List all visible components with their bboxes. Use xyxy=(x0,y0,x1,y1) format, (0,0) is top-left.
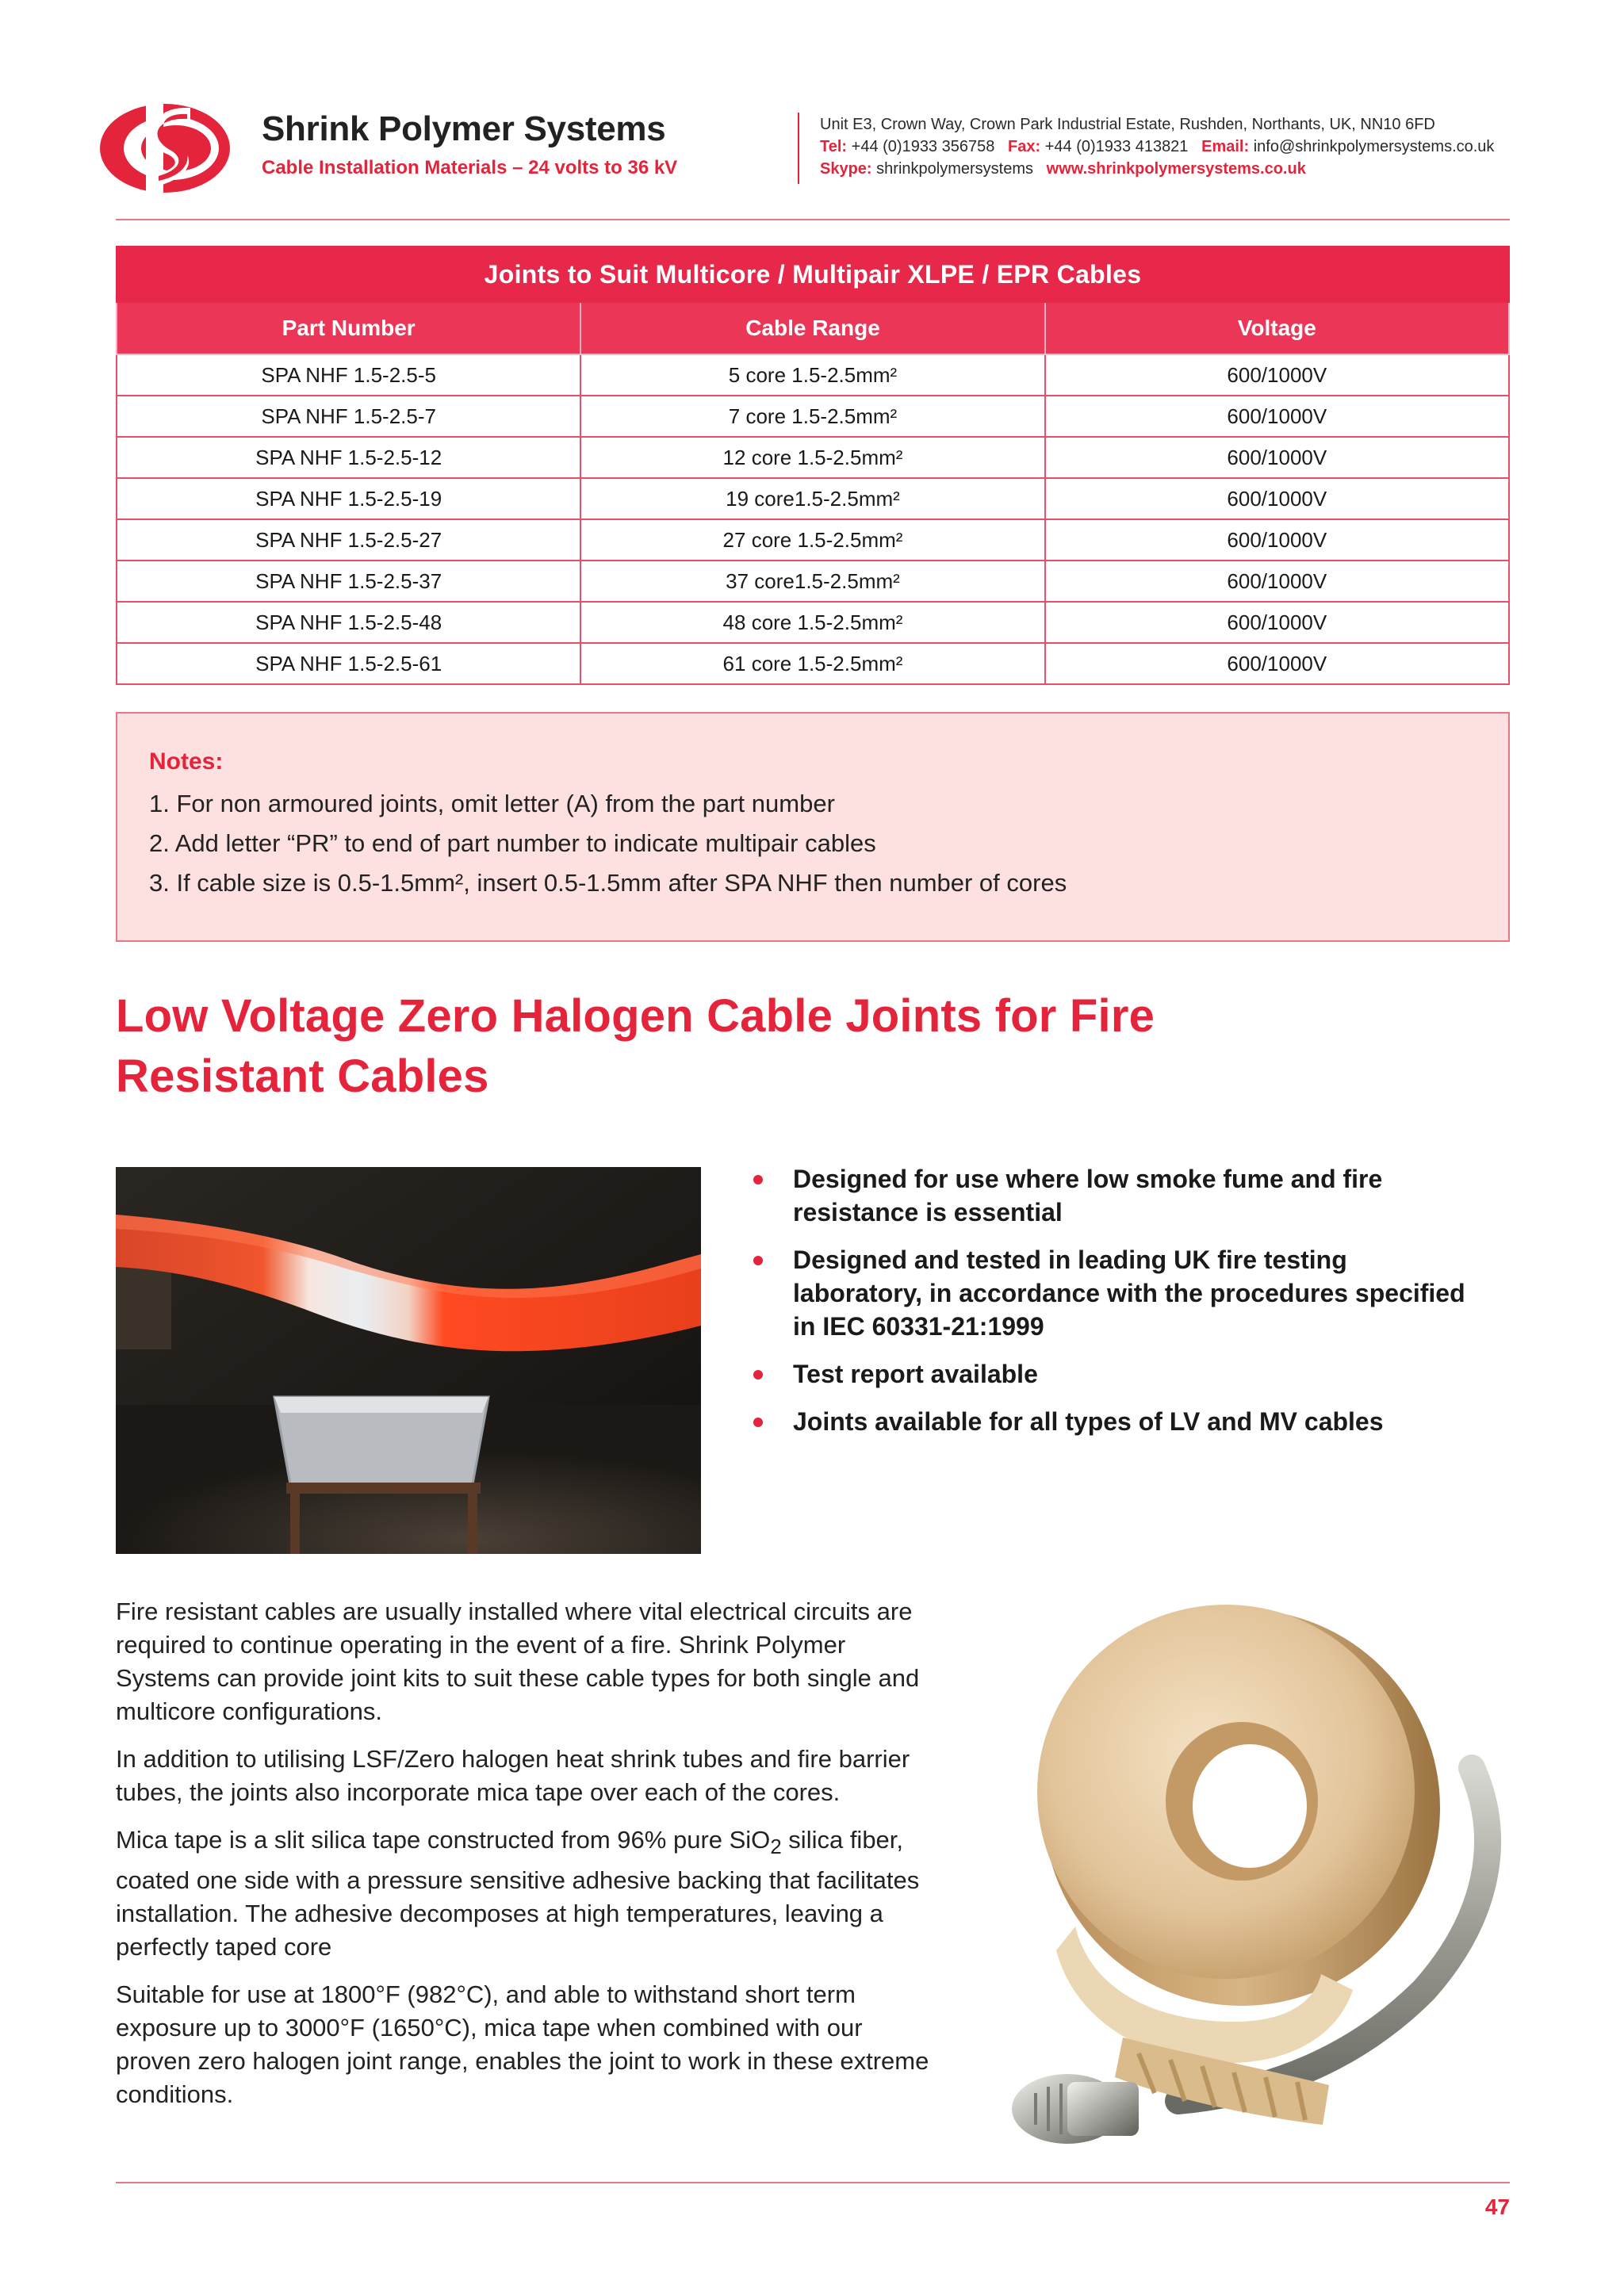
table-row xyxy=(117,437,1509,478)
table-row xyxy=(117,519,1509,561)
table-row xyxy=(117,602,1509,643)
skype-handle: shrinkpolymersystems xyxy=(876,160,1033,178)
feature-text: Test report available xyxy=(793,1360,1038,1388)
company-logo xyxy=(98,98,241,198)
note-item: 1. For non armoured joints, omit letter (A) from the part number xyxy=(149,790,835,817)
table-caption: Joints to Suit Multicore / Multipair XLPE / EPR Cables xyxy=(117,247,1509,302)
subscript-two: 2 xyxy=(770,1836,782,1859)
body-text-run: Mica tape is a slit silica tape constructed from 96% pure SiO xyxy=(116,1826,771,1854)
voltage-cell: 600/1000V xyxy=(1045,643,1509,684)
voltage-cell: 600/1000V xyxy=(1045,396,1509,437)
table-row xyxy=(117,561,1509,602)
body-paragraph: Suitable for use at 1800°F (982°C), and able to withstand short term exposure up to 3000°F (1650°C), mica tape when combined with our proven zero halogen joint range, enables the joint to work in these extreme conditions. xyxy=(116,1980,929,2109)
section-title xyxy=(116,986,1543,1107)
parts-table xyxy=(116,246,1510,685)
voltage-cell: 600/1000V xyxy=(1045,602,1509,643)
column-header-part-number: Part Number xyxy=(117,302,580,354)
part-number-cell: SPA NHF 1.5-2.5-12 xyxy=(117,437,580,478)
header-rule xyxy=(116,219,1510,220)
section-title-line: Resistant Cables xyxy=(116,1050,489,1102)
skype-label: Skype: xyxy=(820,160,872,178)
cable-range-cell: 5 core 1.5-2.5mm² xyxy=(580,354,1044,396)
feature-item xyxy=(753,1405,1483,1438)
cable-range-cell: 19 core1.5-2.5mm² xyxy=(580,478,1044,519)
part-number-cell: SPA NHF 1.5-2.5-37 xyxy=(117,561,580,602)
voltage-cell: 600/1000V xyxy=(1045,519,1509,561)
page-number: 47 xyxy=(1484,2195,1510,2219)
part-number-cell: SPA NHF 1.5-2.5-61 xyxy=(117,643,580,684)
fax-number: +44 (0)1933 413821 xyxy=(1044,138,1189,155)
contact-phone-line xyxy=(820,138,1494,156)
section-title-line: Low Voltage Zero Halogen Cable Joints for Fire xyxy=(116,990,1155,1042)
cable-range-cell: 12 core 1.5-2.5mm² xyxy=(580,437,1044,478)
table-row xyxy=(117,478,1509,519)
website-link[interactable]: www.shrinkpolymersystems.co.uk xyxy=(1046,160,1306,178)
part-number-cell: SPA NHF 1.5-2.5-7 xyxy=(117,396,580,437)
cable-range-cell: 7 core 1.5-2.5mm² xyxy=(580,396,1044,437)
column-header-cable-range: Cable Range xyxy=(580,302,1044,354)
feature-text: Designed and tested in leading UK fire testing laboratory, in accordance with the procedures specified in IEC 60331-21:1999 xyxy=(793,1246,1465,1341)
cable-range-cell: 27 core 1.5-2.5mm² xyxy=(580,519,1044,561)
body-paragraph: In addition to utilising LSF/Zero halogen heat shrink tubes and fire barrier tubes, the joints also incorporate mica tape over each of the cores. xyxy=(116,1745,910,1806)
contact-web-line xyxy=(820,160,1306,178)
note-item: 3. If cable size is 0.5-1.5mm², insert 0.5-1.5mm after SPA NHF then number of cores xyxy=(149,869,1067,897)
feature-list xyxy=(753,1162,1483,1452)
feature-text: Joints available for all types of LV and MV cables xyxy=(793,1407,1384,1436)
fax-label: Fax: xyxy=(1008,138,1041,155)
email-address[interactable]: info@shrinkpolymersystems.co.uk xyxy=(1253,138,1495,155)
voltage-cell: 600/1000V xyxy=(1045,354,1509,396)
column-header-voltage: Voltage xyxy=(1045,302,1509,354)
feature-item xyxy=(753,1357,1483,1391)
body-text-run: silica fiber, coated one side with a pressure sensitive adhesive backing that facilitates installation. The adhesive decomposes at high temperatures, leaving a perfectly taped core xyxy=(116,1826,920,1961)
footer-rule xyxy=(116,2182,1510,2183)
bullet-icon xyxy=(753,1256,763,1265)
part-number-cell: SPA NHF 1.5-2.5-27 xyxy=(117,519,580,561)
header-divider xyxy=(798,113,799,184)
bullet-icon xyxy=(753,1175,763,1184)
voltage-cell: 600/1000V xyxy=(1045,478,1509,519)
table-row xyxy=(117,643,1509,684)
feature-item xyxy=(753,1162,1483,1229)
feature-item xyxy=(753,1243,1483,1343)
table-row xyxy=(117,396,1509,437)
tel-number: +44 (0)1933 356758 xyxy=(851,138,995,155)
brand-tagline: Cable Installation Materials – 24 volts to 36 kV xyxy=(262,157,678,178)
email-label: Email: xyxy=(1201,138,1250,155)
feature-text: Designed for use where low smoke fume and fire resistance is essential xyxy=(793,1165,1383,1226)
fire-test-photo xyxy=(116,1167,701,1554)
voltage-cell: 600/1000V xyxy=(1045,437,1509,478)
bullet-icon xyxy=(753,1418,763,1427)
notes-title: Notes: xyxy=(149,748,224,775)
note-item: 2. Add letter “PR” to end of part number to indicate multipair cables xyxy=(149,829,876,857)
body-text xyxy=(116,1595,940,2126)
company-address: Unit E3, Crown Way, Crown Park Industrial Estate, Rushden, Northants, UK, NN10 6FD xyxy=(820,116,1435,133)
cable-range-cell: 48 core 1.5-2.5mm² xyxy=(580,602,1044,643)
body-paragraph xyxy=(116,1823,940,1964)
table-row xyxy=(117,354,1509,396)
mica-tape-photo xyxy=(980,1578,1535,2180)
cable-range-cell: 61 core 1.5-2.5mm² xyxy=(580,643,1044,684)
voltage-cell: 600/1000V xyxy=(1045,561,1509,602)
part-number-cell: SPA NHF 1.5-2.5-48 xyxy=(117,602,580,643)
notes-box xyxy=(116,712,1510,942)
part-number-cell: SPA NHF 1.5-2.5-19 xyxy=(117,478,580,519)
part-number-cell: SPA NHF 1.5-2.5-5 xyxy=(117,354,580,396)
cable-range-cell: 37 core1.5-2.5mm² xyxy=(580,561,1044,602)
body-paragraph: Fire resistant cables are usually installed where vital electrical circuits are required to continue operating in the event of a fire. Shrink Polymer Systems can provide joint kits to suit these cable types for both single and multicore configurations. xyxy=(116,1598,920,1725)
bullet-icon xyxy=(753,1370,763,1380)
brand-name: Shrink Polymer Systems xyxy=(262,109,666,148)
tel-label: Tel: xyxy=(820,138,848,155)
